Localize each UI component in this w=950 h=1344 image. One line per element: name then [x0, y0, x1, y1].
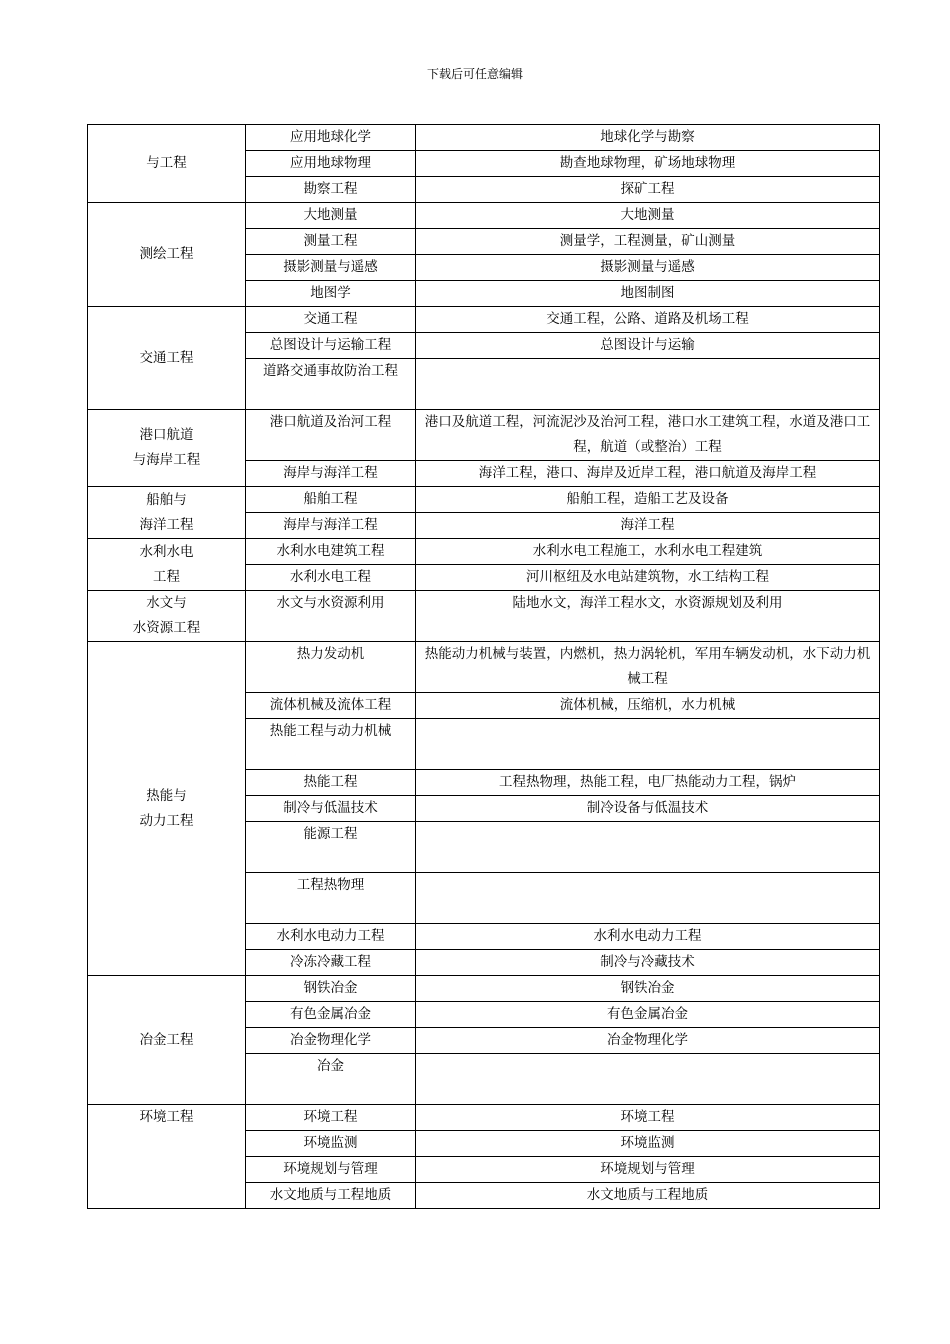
old-major-cell: 水利水电工程施工，水利水电工程建筑 [416, 539, 880, 565]
category-cell: 交通工程 [88, 307, 246, 410]
major-cell: 能源工程 [246, 822, 416, 873]
major-cell: 热力发动机 [246, 642, 416, 693]
category-line: 工程 [153, 568, 180, 585]
table-row [88, 539, 880, 565]
major-cell: 船舶工程 [246, 487, 416, 513]
major-cell: 水利水电建筑工程 [246, 539, 416, 565]
table-row [88, 642, 880, 693]
major-cell: 冷冻冷藏工程 [246, 950, 416, 976]
old-major-cell: 测量学，工程测量，矿山测量 [416, 229, 880, 255]
major-cell: 交通工程 [246, 307, 416, 333]
category-cell: 与工程 [88, 125, 246, 203]
table-row [88, 487, 880, 513]
category-line: 港口航道 [139, 427, 194, 443]
major-cell: 环境规划与管理 [246, 1157, 416, 1183]
old-major-cell: 交通工程，公路、道路及机场工程 [416, 307, 880, 333]
category-cell [88, 410, 246, 487]
old-major-cell: 制冷与冷藏技术 [416, 950, 880, 976]
page-header: 下载后可任意编辑 [426, 67, 523, 81]
old-major-cell: 钢铁冶金 [416, 976, 880, 1002]
old-major-cell: 水文地质与工程地质 [416, 1183, 880, 1209]
major-cell: 海岸与海洋工程 [246, 513, 416, 539]
category-line: 动力工程 [139, 812, 194, 829]
category-line: 船舶与 [146, 491, 187, 508]
old-major-cell: 有色金属冶金 [416, 1002, 880, 1028]
table-row [88, 125, 880, 151]
major-cell: 环境工程 [246, 1105, 416, 1131]
category-line: 水利水电 [139, 543, 194, 560]
major-catalog-table [87, 124, 880, 1209]
old-major-cell: 船舶工程，造船工艺及设备 [416, 487, 880, 513]
old-major-cell: 海洋工程 [416, 513, 880, 539]
category-line: 海洋工程 [139, 516, 194, 533]
major-cell: 水利水电工程 [246, 565, 416, 591]
major-cell: 热能工程与动力机械 [246, 719, 416, 770]
category-line: 水文与 [146, 595, 187, 611]
old-major-cell: 大地测量 [416, 203, 880, 229]
old-major-cell: 总图设计与运输 [416, 333, 880, 359]
category-cell [88, 539, 246, 591]
major-cell: 地图学 [246, 281, 416, 307]
major-cell: 港口航道及治河工程 [246, 410, 416, 461]
major-cell: 有色金属冶金 [246, 1002, 416, 1028]
major-cell: 冶金物理化学 [246, 1028, 416, 1054]
category-cell [88, 591, 246, 642]
major-cell: 应用地球物理 [246, 151, 416, 177]
old-major-cell: 环境监测 [416, 1131, 880, 1157]
major-cell: 海岸与海洋工程 [246, 461, 416, 487]
table-row [88, 307, 880, 333]
major-cell: 热能工程 [246, 770, 416, 796]
major-cell: 应用地球化学 [246, 125, 416, 151]
old-major-cell: 制冷设备与低温技术 [416, 796, 880, 822]
table-row [88, 1105, 880, 1131]
old-major-cell: 热能动力机械与装置，内燃机，热力涡轮机，军用车辆发动机，水下动力机械工程 [416, 642, 880, 693]
category-cell: 环境工程 [88, 1105, 246, 1209]
old-major-cell: 陆地水文，海洋工程水文，水资源规划及利用 [416, 591, 880, 642]
table-row [88, 410, 880, 461]
category-cell: 冶金工程 [88, 976, 246, 1105]
old-major-cell: 探矿工程 [416, 177, 880, 203]
major-cell: 总图设计与运输工程 [246, 333, 416, 359]
major-cell: 摄影测量与遥感 [246, 255, 416, 281]
major-cell: 钢铁冶金 [246, 976, 416, 1002]
major-cell: 水文地质与工程地质 [246, 1183, 416, 1209]
major-cell: 勘察工程 [246, 177, 416, 203]
old-major-cell [416, 822, 880, 873]
old-major-cell: 工程热物理，热能工程，电厂热能动力工程，锅炉 [416, 770, 880, 796]
old-major-cell: 摄影测量与遥感 [416, 255, 880, 281]
old-major-cell [416, 719, 880, 770]
major-cell: 水利水电动力工程 [246, 924, 416, 950]
old-major-cell: 地球化学与勘察 [416, 125, 880, 151]
old-major-cell [416, 1054, 880, 1105]
old-major-cell: 地图制图 [416, 281, 880, 307]
old-major-cell: 河川枢纽及水电站建筑物，水工结构工程 [416, 565, 880, 591]
major-cell: 冶金 [246, 1054, 416, 1105]
table-row [88, 203, 880, 229]
table-row [88, 591, 880, 642]
major-cell: 工程热物理 [246, 873, 416, 924]
old-major-cell: 勘查地球物理，矿场地球物理 [416, 151, 880, 177]
category-cell [88, 487, 246, 539]
category-cell [88, 642, 246, 976]
major-cell: 环境监测 [246, 1131, 416, 1157]
category-line: 热能与 [146, 787, 187, 804]
old-major-cell: 水利水电动力工程 [416, 924, 880, 950]
major-cell: 大地测量 [246, 203, 416, 229]
major-cell: 制冷与低温技术 [246, 796, 416, 822]
old-major-cell: 海洋工程，港口、海岸及近岸工程，港口航道及海岸工程 [416, 461, 880, 487]
table-row [88, 976, 880, 1002]
old-major-cell: 港口及航道工程，河流泥沙及治河工程，港口水工建筑工程，水道及港口工程，航道（或整治）工程 [416, 410, 880, 461]
category-line: 与海岸工程 [132, 452, 201, 468]
major-cell: 流体机械及流体工程 [246, 693, 416, 719]
old-major-cell [416, 359, 880, 410]
category-line: 水资源工程 [132, 620, 201, 636]
major-cell: 水文与水资源利用 [246, 591, 416, 642]
old-major-cell: 环境规划与管理 [416, 1157, 880, 1183]
major-cell: 道路交通事故防治工程 [246, 359, 416, 410]
old-major-cell [416, 873, 880, 924]
category-cell: 测绘工程 [88, 203, 246, 307]
major-cell: 测量工程 [246, 229, 416, 255]
old-major-cell: 环境工程 [416, 1105, 880, 1131]
old-major-cell: 冶金物理化学 [416, 1028, 880, 1054]
old-major-cell: 流体机械，压缩机，水力机械 [416, 693, 880, 719]
